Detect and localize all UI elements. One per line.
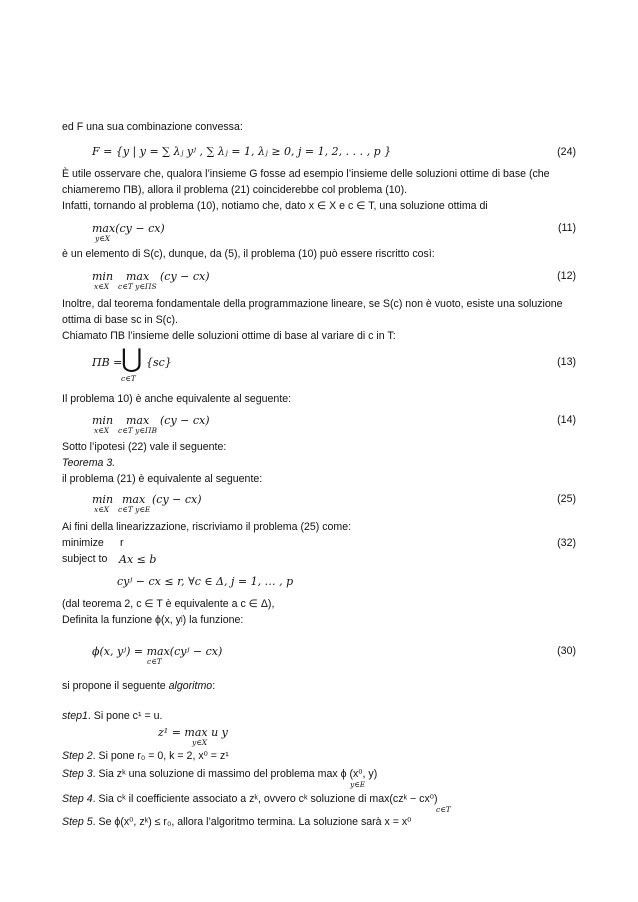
equation-24: F = {y | y = ∑ λⱼ yʲ , ∑ λⱼ = 1, λⱼ ≥ 0, j = 1, 2, . . . , p } <box>92 145 392 158</box>
equation-12-max: max <box>126 270 150 283</box>
step-2 <box>62 750 229 763</box>
constraint-ax: Ax ≤ b <box>119 553 157 566</box>
equation-12-body: (cy − cx) <box>160 270 210 283</box>
step-5 <box>62 816 411 829</box>
step-label: Step 3 <box>62 768 93 780</box>
step-text: . Si pone r₀ = 0, k = 2, x⁰ = z¹ <box>92 750 229 762</box>
text-span: si propone il seguente <box>62 680 169 692</box>
equation-14-body: (cy − cx) <box>160 414 210 427</box>
equation-number: (12) <box>557 270 576 282</box>
text-line: Chiamato ΠB l’insieme delle soluzioni ottime di base al variare di c in T: <box>62 330 396 342</box>
step-text: . Se ϕ(x⁰, zᵏ) ≤ r₀, allora l’algoritmo termina. La soluzione sarà x = x⁰ <box>92 816 412 828</box>
text-line: (dal teorema 2, c ∈ T è equivalente a c ∈ Δ), <box>62 598 275 610</box>
text-line: ottima di base sc in S(c). <box>62 314 178 326</box>
equation-subscript: c∈T <box>436 805 451 814</box>
equation-subscript: y∈X <box>192 738 208 747</box>
text-span: : <box>212 680 216 692</box>
equation-subscript: x∈X <box>94 282 110 291</box>
equation-subscript: c∈T <box>121 374 136 383</box>
equation-30: ϕ(x, yʲ) = max(cyʲ − cx) <box>92 645 223 658</box>
step-text: . Sia cᵏ il coefficiente associato a zᵏ, ovvero cᵏ soluzione di max(czᵏ − cx⁰) <box>92 793 438 805</box>
equation-14-max: max <box>126 414 150 427</box>
step-1-formula: z¹ = max u y <box>158 726 228 739</box>
equation-25-max: max <box>122 493 146 506</box>
equation-13-lhs: ΠB = <box>92 356 123 369</box>
text-line: Ai fini della linearizzazione, riscriviamo il problema (25) come: <box>62 521 352 533</box>
step-label: step1 <box>62 710 88 722</box>
equation-subscript: c∈T y∈E <box>118 505 151 514</box>
equation-subscript: y∈E <box>350 780 366 789</box>
equation-number: (30) <box>557 645 576 657</box>
variable-r: r <box>120 537 124 549</box>
algorithm-word: algoritmo <box>168 680 213 692</box>
text-line: è un elemento di S(c), dunque, da (5), il problema (10) può essere riscritto così: <box>62 248 435 260</box>
equation-13-rhs: {sc} <box>146 356 172 369</box>
step-label: Step 5 <box>62 816 93 828</box>
text-line: È utile osservare che, qualora l’insieme G fosse ad esempio l’insieme delle soluzioni ottime di base (che <box>62 168 550 180</box>
text-line: Inoltre, dal teorema fondamentale della programmazione lineare, se S(c) non è vuoto, esiste una soluzione <box>62 298 563 310</box>
text-line: minimize <box>62 537 104 549</box>
step-3 <box>62 768 377 781</box>
equation-number: (13) <box>557 356 576 368</box>
equation-number: (24) <box>557 146 576 158</box>
equation-subscript: c∈T y∈ΠB <box>118 426 157 435</box>
equation-25-body: (cy − cx) <box>152 493 202 506</box>
text-line: subject to <box>62 553 108 565</box>
equation-11: max(cy − cx) <box>92 222 165 235</box>
theorem-heading: Teorema 3. <box>62 457 116 469</box>
equation-number: (11) <box>557 222 576 234</box>
step-text: . Si pone c¹ = u. <box>87 710 163 722</box>
equation-25-min: min <box>92 493 114 506</box>
equation-number: (14) <box>557 414 576 426</box>
equation-subscript: c∈T y∈ΠS <box>118 282 157 291</box>
equation-12-min: min <box>92 270 114 283</box>
equation-subscript: y∈X <box>95 234 111 243</box>
equation-14-min: min <box>92 414 114 427</box>
text-line: Definita la funzione ϕ(x, yʲ) la funzione: <box>62 614 244 626</box>
constraint-cy: cyʲ − cx ≤ r, ∀c ∈ Δ, j = 1, … , p <box>117 575 294 588</box>
step-1 <box>62 710 162 723</box>
equation-subscript: x∈X <box>94 505 110 514</box>
step-label: Step 4 <box>62 793 93 805</box>
text-line: Il problema 10) è anche equivalente al seguente: <box>62 393 292 405</box>
equation-subscript: c∈T <box>147 657 162 666</box>
equation-number: (25) <box>557 493 576 505</box>
step-text: . Sia zᵏ una soluzione di massimo del problema max ϕ (x⁰, y) <box>92 768 378 780</box>
big-union-symbol: ⋃ <box>121 344 143 374</box>
text-line <box>62 680 215 693</box>
text-line: chiameremo ΠB), allora il problema (21) coinciderebbe col problema (10). <box>62 184 408 196</box>
equation-subscript: x∈X <box>94 426 110 435</box>
text-line: ed F una sua combinazione convessa: <box>62 121 243 133</box>
text-line: Infatti, tornando al problema (10), notiamo che, dato x ∈ X e c ∈ T, una soluzione ottima di <box>62 200 488 212</box>
text-line: il problema (21) è equivalente al seguente: <box>62 473 263 485</box>
step-4 <box>62 793 438 806</box>
text-line: Sotto l’ipotesi (22) vale il seguente: <box>62 441 227 453</box>
equation-number: (32) <box>557 537 576 549</box>
step-label: Step 2 <box>62 750 93 762</box>
